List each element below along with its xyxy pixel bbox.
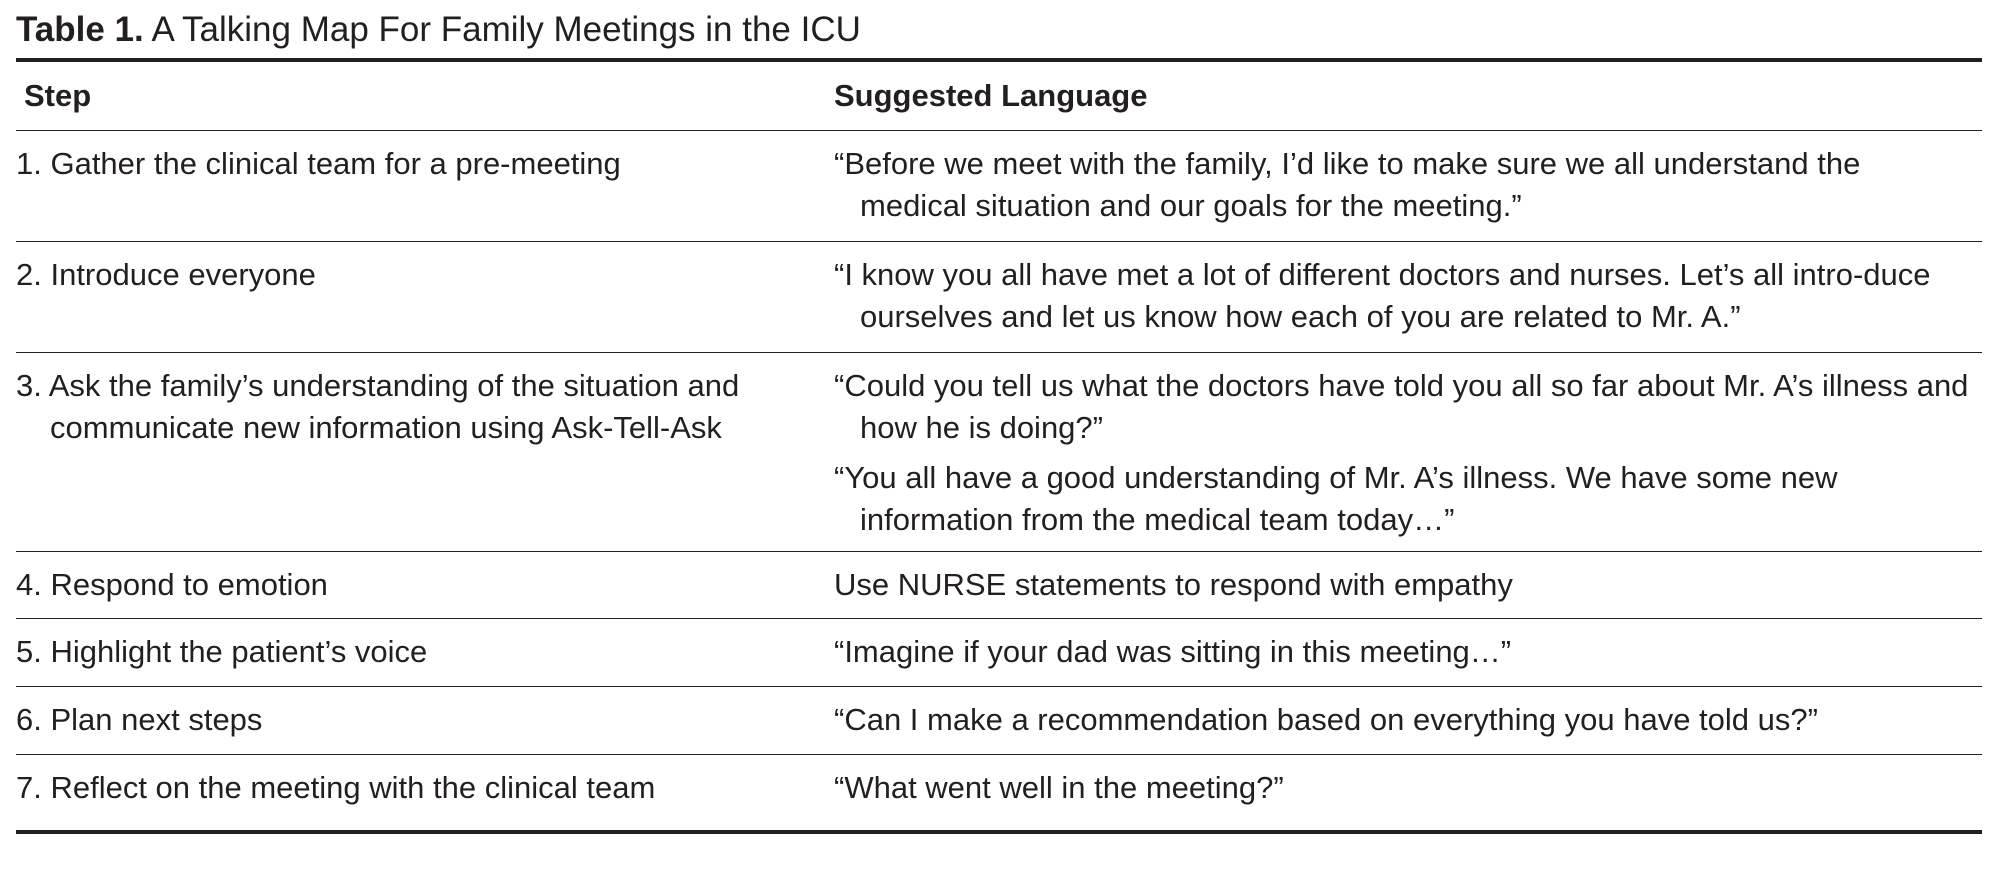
table-row (16, 619, 1982, 686)
header-suggested-language: Suggested Language (834, 78, 1148, 113)
table-row (16, 687, 1982, 754)
table-caption (16, 6, 1982, 58)
suggested-phrase: “You all have a good understanding of Mr. A’s illness. We have some new information from the medical team today…” (834, 460, 1838, 537)
header-step: Step (24, 78, 92, 113)
table-header-row (16, 62, 1982, 130)
suggested-phrase: “Could you tell us what the doctors have told you all so far about Mr. A’s illness and how he is doing?” (834, 368, 1969, 445)
table-row (16, 755, 1982, 830)
table-row (16, 131, 1982, 241)
table-container (16, 6, 1982, 834)
step-cell: 5. Highlight the patient’s voice (16, 634, 428, 669)
step-cell: 6. Plan next steps (16, 702, 263, 737)
language-cell (834, 767, 1982, 830)
language-cell (834, 254, 1982, 352)
table-caption-title: A Talking Map For Family Meetings in the ICU (151, 10, 861, 49)
language-cell (834, 631, 1982, 686)
suggested-phrase: Use NURSE statements to respond with empathy (834, 567, 1513, 602)
suggested-phrase: “Can I make a recommendation based on everything you have told us?” (834, 702, 1818, 737)
language-cell (834, 365, 1982, 551)
language-cell (834, 143, 1982, 241)
table-row (16, 552, 1982, 618)
suggested-phrase: “Before we meet with the family, I’d like to make sure we all understand the medical situation and our goals for the meeting.” (834, 146, 1861, 223)
step-cell: 7. Reflect on the meeting with the clinical team (16, 770, 656, 805)
step-cell: 3. Ask the family’s understanding of the situation and communicate new information using Ask-Tell-Ask (16, 368, 740, 445)
suggested-phrase: “I know you all have met a lot of different doctors and nurses. Let’s all intro-duce ourselves and let us know how each of you are related to Mr. A.” (834, 257, 1931, 334)
language-cell (834, 564, 1982, 618)
step-cell: 1. Gather the clinical team for a pre-meeting (16, 146, 621, 181)
table-row (16, 242, 1982, 352)
table-caption-label: Table 1. (16, 10, 144, 49)
suggested-phrase: “What went well in the meeting?” (834, 770, 1284, 805)
step-cell: 4. Respond to emotion (16, 567, 328, 602)
suggested-phrase: “Imagine if your dad was sitting in this meeting…” (834, 634, 1512, 669)
step-cell: 2. Introduce everyone (16, 257, 316, 292)
language-cell (834, 699, 1982, 754)
table-row (16, 353, 1982, 551)
bottom-rule (16, 830, 1982, 834)
